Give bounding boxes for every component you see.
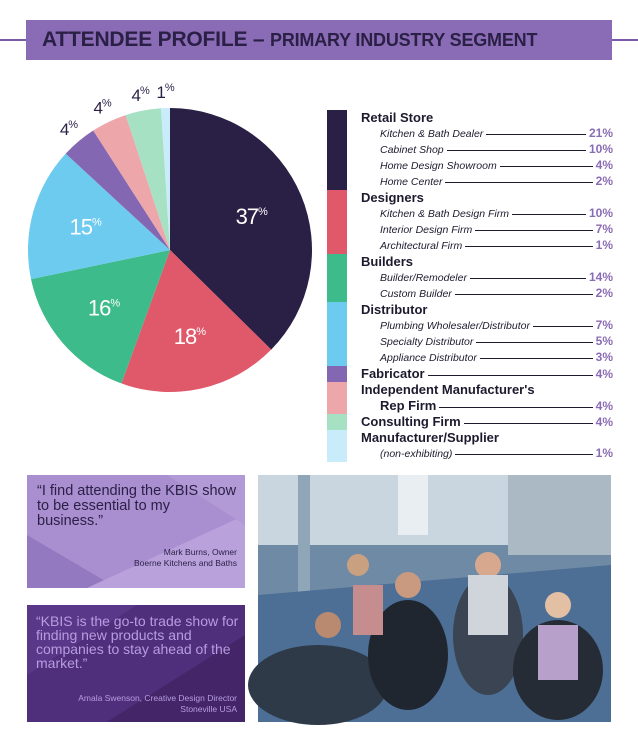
pie-label-1: 37% (235, 203, 267, 229)
quote-1-author: Mark Burns, Owner (163, 547, 237, 557)
event-photo (258, 475, 611, 722)
pie-label-8: 1% (156, 82, 174, 103)
legend-item: Specialty Distributor 5% (380, 334, 613, 348)
legend-item: Builder/Remodeler 14% (380, 270, 613, 284)
quote-1-attribution (134, 547, 237, 569)
legend-item: Interior Design Firm 7% (380, 222, 613, 236)
legend-item: Appliance Distributor 3% (380, 350, 613, 364)
quote-card-1 (27, 475, 245, 588)
legend-item: Architectural Firm 1% (380, 238, 613, 252)
pie-label-6: 4% (93, 97, 111, 118)
legend-category: Consulting Firm 4% (361, 414, 613, 429)
legend-item: Kitchen & Bath Design Firm 10% (380, 206, 613, 220)
page-header (26, 20, 612, 60)
legend-category: Distributor (361, 302, 428, 317)
industry-pie-chart (0, 82, 320, 410)
legend-swatch-1 (327, 110, 347, 190)
legend-swatch-4 (327, 302, 347, 366)
legend-category: Independent Manufacturer's (361, 382, 535, 397)
quote-card-2 (27, 605, 245, 722)
legend-swatch-6 (327, 382, 347, 414)
segment-legend (361, 110, 613, 462)
pie-label-5: 4% (59, 118, 78, 139)
legend-category-cont: Rep Firm 4% (380, 398, 613, 413)
legend-item: Cabinet Shop 10% (380, 142, 613, 156)
quote-2-author: Amala Swenson, Creative Design Director (78, 693, 237, 703)
legend-swatch-7 (327, 414, 347, 430)
legend-item: Plumbing Wholesaler/Distributor 7% (380, 318, 613, 332)
legend-category: Retail Store (361, 110, 434, 125)
event-photo-illustration (258, 475, 611, 722)
quote-1-company: Boerne Kitchens and Baths (133, 558, 237, 568)
quote-2-attribution (78, 693, 237, 715)
legend-swatch-3 (327, 254, 347, 302)
legend-item: (non-exhibiting) 1% (380, 446, 613, 460)
legend-swatch-2 (327, 190, 347, 254)
legend-item: Home Design Showroom 4% (380, 158, 613, 172)
legend-category: Fabricator 4% (361, 366, 613, 381)
legend-swatch-5 (327, 366, 347, 382)
legend-category: Builders (361, 254, 414, 269)
pie-label-7: 4% (131, 84, 149, 105)
legend-item: Kitchen & Bath Dealer 21% (380, 126, 613, 140)
quote-1-text: “I find attending the KBIS show to be essential to my business.” (37, 483, 237, 529)
quote-2-company: Stoneville USA (180, 704, 237, 714)
legend-item: Custom Builder 2% (380, 286, 613, 300)
pie-label-3: 16% (87, 295, 120, 321)
pie-label-4: 15% (69, 214, 101, 240)
pie-label-2: 18% (173, 323, 206, 349)
title-sub: PRIMARY INDUSTRY SEGMENT (270, 30, 538, 50)
title-main: ATTENDEE PROFILE – (42, 28, 265, 51)
legend-category: Designers (361, 190, 424, 205)
quote-2-text: “KBIS is the go-to trade show for finding new products and companies to stay ahead of the market.” (36, 613, 239, 671)
legend-swatch-8 (327, 430, 347, 462)
page-title (42, 28, 537, 52)
legend-item: Home Center 2% (380, 174, 613, 188)
legend-category: Manufacturer/Supplier (361, 430, 499, 445)
